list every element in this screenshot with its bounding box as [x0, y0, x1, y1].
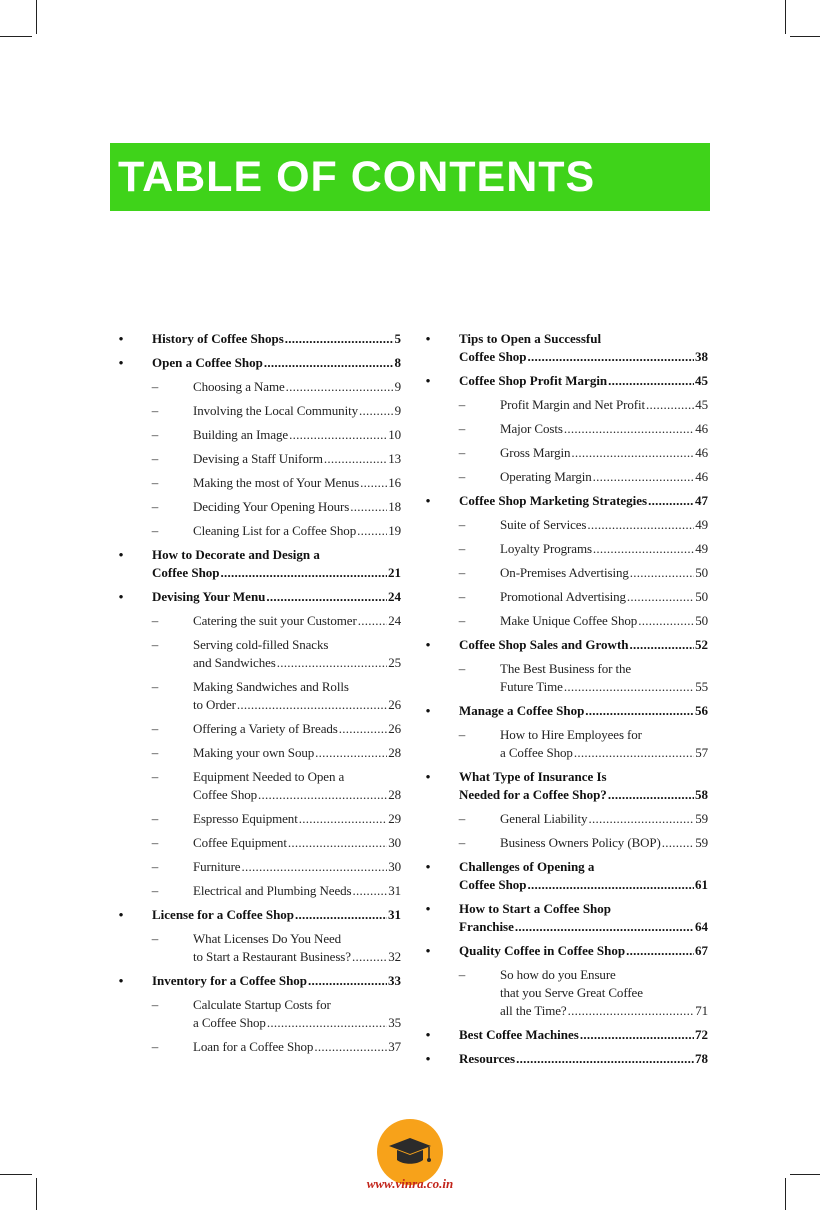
dash-marker: – [151, 613, 159, 628]
page-number: 57 [695, 745, 708, 760]
dash-marker: – [151, 523, 159, 538]
toc-entry-title: Franchise [459, 919, 514, 934]
bullet-marker: • [425, 1051, 431, 1066]
page-number: 45 [695, 373, 708, 388]
page-number: 56 [695, 703, 708, 718]
toc-subentry [420, 468, 708, 486]
dash-marker: – [151, 451, 159, 466]
crop-mark-top-right-v [785, 0, 786, 34]
toc-subentry [113, 402, 401, 420]
dot-leader [568, 1002, 695, 1020]
dot-leader [626, 942, 694, 960]
dot-leader [630, 564, 694, 582]
page-number: 55 [695, 679, 708, 694]
dash-marker: – [151, 427, 159, 442]
bullet-marker: • [118, 331, 124, 346]
dot-leader [285, 330, 394, 348]
toc-entry-title: Promotional Advertising [500, 589, 626, 604]
page-number: 5 [394, 331, 401, 346]
bullet-marker: • [425, 373, 431, 388]
dash-marker: – [458, 565, 466, 580]
dot-leader [528, 348, 694, 366]
toc-entry-title: How to Start a Coffee Shop [459, 901, 612, 916]
page-number: 71 [695, 1003, 708, 1018]
page-number: 30 [388, 835, 401, 850]
page-number: 52 [695, 637, 708, 652]
toc-subentry [113, 612, 401, 630]
dot-leader [315, 744, 387, 762]
toc-subentry [420, 540, 708, 558]
page-number: 28 [388, 787, 401, 802]
toc-entry-title: Inventory for a Coffee Shop [152, 973, 308, 988]
dot-leader [357, 522, 387, 540]
toc-entry [420, 768, 708, 804]
bullet-marker: • [425, 769, 431, 784]
toc-subentry [113, 744, 401, 762]
crop-mark-top-left-v [36, 0, 37, 34]
crop-mark-bottom-left-h [0, 1174, 32, 1175]
bullet-marker: • [118, 973, 124, 988]
dash-marker: – [151, 835, 159, 850]
toc-entry-title: all the Time? [500, 1003, 567, 1018]
page-number: 9 [394, 379, 401, 394]
page-number: 72 [695, 1027, 708, 1042]
toc-subentry [113, 426, 401, 444]
bullet-marker: • [118, 589, 124, 604]
toc-subentry [420, 660, 708, 696]
toc-entry [113, 906, 401, 924]
toc-entry-title: License for a Coffee Shop [152, 907, 295, 922]
dot-leader [588, 810, 694, 828]
toc-entry-title: Devising a Staff Uniform [193, 451, 323, 466]
page-number: 46 [695, 421, 708, 436]
page-number: 10 [388, 427, 401, 442]
toc-entry-title: Resources [459, 1051, 516, 1066]
toc-entry-title: Gross Margin [500, 445, 571, 460]
dash-marker: – [458, 727, 466, 742]
toc-entry-title: that you Serve Great Coffee [500, 985, 643, 1000]
toc-entry-title: to Order [193, 697, 236, 712]
dot-leader [646, 396, 694, 414]
toc-entry-title: General Liability [500, 811, 588, 826]
page-number: 8 [394, 355, 401, 370]
dot-leader [580, 1026, 694, 1044]
dot-leader [515, 918, 694, 936]
dash-marker: – [151, 931, 159, 946]
page-number: 58 [695, 787, 708, 802]
toc-entry-title: Future Time [500, 679, 563, 694]
toc-entry-title: Major Costs [500, 421, 563, 436]
toc-subentry [420, 966, 708, 1020]
toc-entry-title: Coffee Shop Sales and Growth [459, 637, 629, 652]
page-number: 18 [388, 499, 401, 514]
toc-subentry [113, 678, 401, 714]
toc-entry [420, 492, 708, 510]
dot-leader [359, 402, 394, 420]
page-number: 38 [695, 349, 708, 364]
toc-entry-title: Coffee Shop [459, 349, 527, 364]
page-number: 59 [695, 835, 708, 850]
toc-entry-title: Offering a Variety of Breads [193, 721, 338, 736]
page-number: 49 [695, 517, 708, 532]
dash-marker: – [458, 445, 466, 460]
dash-marker: – [458, 661, 466, 676]
toc-entry-title: Loyalty Programs [500, 541, 592, 556]
dash-marker: – [458, 967, 466, 982]
dot-leader [648, 492, 694, 510]
toc-entry-title: Challenges of Opening a [459, 859, 595, 874]
toc-subentry [420, 444, 708, 462]
toc-entry-title: How to Decorate and Design a [152, 547, 320, 562]
dot-leader [608, 372, 694, 390]
page-number: 31 [388, 907, 401, 922]
toc-entry [420, 858, 708, 894]
dash-marker: – [151, 499, 159, 514]
toc-subentry [113, 378, 401, 396]
dot-leader [627, 588, 694, 606]
title-banner [110, 143, 710, 211]
dot-leader [630, 636, 694, 654]
bullet-marker: • [118, 547, 124, 562]
page-number: 61 [695, 877, 708, 892]
dot-leader [358, 612, 387, 630]
toc-entry-title: Deciding Your Opening Hours [193, 499, 350, 514]
toc-entry [113, 546, 401, 582]
crop-mark-top-right-h [790, 36, 820, 37]
toc-entry-title: Calculate Startup Costs for [193, 997, 331, 1012]
page-number: 50 [695, 589, 708, 604]
toc-entry-title: Business Owners Policy (BOP) [500, 835, 661, 850]
toc-entry-title: Devising Your Menu [152, 589, 266, 604]
dash-marker: – [151, 745, 159, 760]
toc-entry [420, 702, 708, 720]
toc-entry-title: On-Premises Advertising [500, 565, 629, 580]
toc-entry-title: Coffee Shop [193, 787, 258, 802]
page-number: 47 [695, 493, 708, 508]
crop-mark-bottom-right-v [785, 1178, 786, 1210]
toc-entry-title: Equipment Needed to Open a [193, 769, 345, 784]
bullet-marker: • [425, 637, 431, 652]
bullet-marker: • [118, 355, 124, 370]
page-number: 25 [388, 655, 401, 670]
dot-leader [593, 540, 694, 558]
toc-subentry [420, 516, 708, 534]
dash-marker: – [151, 859, 159, 874]
dash-marker: – [458, 835, 466, 850]
dash-marker: – [151, 721, 159, 736]
dash-marker: – [458, 421, 466, 436]
dot-leader [528, 876, 694, 894]
dot-leader [314, 1038, 387, 1056]
dot-leader [221, 564, 387, 582]
toc-subentry [420, 834, 708, 852]
dash-marker: – [458, 541, 466, 556]
dash-marker: – [458, 811, 466, 826]
dash-marker: – [151, 679, 159, 694]
dash-marker: – [151, 475, 159, 490]
bullet-marker: • [425, 331, 431, 346]
page-number: 21 [388, 565, 401, 580]
dash-marker: – [151, 637, 159, 652]
toc-entry-title: Making Sandwiches and Rolls [193, 679, 349, 694]
toc-entry-title: Building an Image [193, 427, 289, 442]
page-number: 24 [388, 589, 401, 604]
toc-entry-title: a Coffee Shop [500, 745, 573, 760]
toc-entry-title: Electrical and Plumbing Needs [193, 883, 352, 898]
toc-entry-title: Coffee Shop Marketing Strategies [459, 493, 648, 508]
crop-mark-top-left-h [0, 36, 32, 37]
dash-marker: – [151, 403, 159, 418]
toc-subentry [420, 726, 708, 762]
toc-entry [420, 1026, 708, 1044]
dot-leader [352, 948, 387, 966]
toc-entry-title: Open a Coffee Shop [152, 355, 263, 370]
page-number: 24 [388, 613, 401, 628]
toc-subentry [113, 498, 401, 516]
toc-entry-title: Cleaning List for a Coffee Shop [193, 523, 357, 538]
dot-leader [264, 354, 394, 372]
dot-leader [258, 786, 387, 804]
crop-mark-bottom-right-h [790, 1174, 820, 1175]
dot-leader [350, 498, 387, 516]
toc-entry [420, 942, 708, 960]
toc-entry-title: Making your own Soup [193, 745, 315, 760]
page-number: 32 [388, 949, 401, 964]
dash-marker: – [151, 883, 159, 898]
toc-subentry [113, 930, 401, 966]
toc-entry-title: So how do you Ensure [500, 967, 616, 982]
toc-entry [420, 900, 708, 936]
toc-entry-title: Suite of Services [500, 517, 587, 532]
dot-leader [593, 468, 695, 486]
page-number: 35 [388, 1015, 401, 1030]
dot-leader [288, 834, 387, 852]
dot-leader [662, 834, 694, 852]
toc-entry-title: What Type of Insurance Is [459, 769, 607, 784]
dot-leader [324, 450, 387, 468]
dot-leader [277, 654, 387, 672]
toc-subentry [420, 420, 708, 438]
toc-subentry [113, 996, 401, 1032]
page-number: 67 [695, 943, 708, 958]
dash-marker: – [151, 811, 159, 826]
page-number: 50 [695, 565, 708, 580]
toc-entry [113, 588, 401, 606]
toc-entry [113, 330, 401, 348]
dot-leader [564, 420, 694, 438]
footer-url: www.vinra.co.in [366, 1176, 454, 1191]
page-number: 78 [695, 1051, 708, 1066]
page-number: 28 [388, 745, 401, 760]
toc-right-column [420, 324, 708, 1068]
toc-entry [113, 972, 401, 990]
toc-entry-title: Espresso Equipment [193, 811, 298, 826]
page-number: 64 [695, 919, 708, 934]
dot-leader [267, 1014, 387, 1032]
toc-entry-title: History of Coffee Shops [152, 331, 284, 346]
bullet-marker: • [425, 943, 431, 958]
toc-subentry [420, 612, 708, 630]
toc-entry-title: Choosing a Name [193, 379, 285, 394]
dot-leader [585, 702, 694, 720]
toc-entry-title: Coffee Shop [459, 877, 527, 892]
toc-entry [420, 372, 708, 390]
page-number: 46 [695, 445, 708, 460]
bullet-marker: • [425, 859, 431, 874]
dash-marker: – [151, 1039, 159, 1054]
toc-entry [420, 330, 708, 366]
toc-subentry [113, 810, 401, 828]
toc-entry-title: Coffee Shop Profit Margin [459, 373, 608, 388]
bullet-marker: • [425, 901, 431, 916]
toc-entry-title: The Best Business for the [500, 661, 632, 676]
dot-leader [295, 906, 387, 924]
page-number: 45 [695, 397, 708, 412]
dash-marker: – [458, 517, 466, 532]
dot-leader [308, 972, 387, 990]
toc-subentry [113, 522, 401, 540]
page-number: 50 [695, 613, 708, 628]
toc-entry [420, 636, 708, 654]
page-number: 26 [388, 721, 401, 736]
toc-entry-title: Tips to Open a Successful [459, 331, 602, 346]
toc-entry-title: Manage a Coffee Shop [459, 703, 585, 718]
toc-entry-title: Serving cold-filled Snacks [193, 637, 329, 652]
toc-subentry [113, 450, 401, 468]
toc-entry [420, 1050, 708, 1068]
toc-entry-title: and Sandwiches [193, 655, 276, 670]
toc-subentry [113, 834, 401, 852]
dot-leader [638, 612, 694, 630]
toc-left-column [113, 324, 401, 1056]
toc-entry-title: Coffee Shop [152, 565, 220, 580]
toc-subentry [420, 810, 708, 828]
page-number: 26 [388, 697, 401, 712]
dot-leader [286, 378, 394, 396]
dot-leader [266, 588, 387, 606]
page-title: TABLE OF CONTENTS [118, 153, 596, 201]
toc-subentry [420, 396, 708, 414]
bullet-marker: • [425, 1027, 431, 1042]
toc-entry-title: How to Hire Employees for [500, 727, 642, 742]
toc-entry-title: What Licenses Do You Need [193, 931, 342, 946]
toc-entry-title: Profit Margin and Net Profit [500, 397, 645, 412]
page-number: 13 [388, 451, 401, 466]
page-number: 30 [388, 859, 401, 874]
dot-leader [299, 810, 387, 828]
toc-entry-title: Coffee Equipment [193, 835, 287, 850]
crop-mark-bottom-left-v [36, 1178, 37, 1210]
toc-entry-title: Needed for a Coffee Shop? [459, 787, 607, 802]
dash-marker: – [151, 997, 159, 1012]
toc-subentry [113, 636, 401, 672]
toc-subentry [113, 858, 401, 876]
dot-leader [237, 696, 387, 714]
dot-leader [360, 474, 387, 492]
page-number: 16 [388, 475, 401, 490]
bullet-marker: • [118, 907, 124, 922]
toc-subentry [420, 588, 708, 606]
page-number: 33 [388, 973, 401, 988]
toc-entry-title: Involving the Local Community [193, 403, 358, 418]
toc-entry-title: Furniture [193, 859, 241, 874]
dot-leader [289, 426, 387, 444]
toc-subentry [113, 1038, 401, 1056]
dash-marker: – [151, 379, 159, 394]
dot-leader [352, 882, 387, 900]
toc-entry-title: Best Coffee Machines [459, 1027, 579, 1042]
page-number: 19 [388, 523, 401, 538]
dot-leader [564, 678, 694, 696]
page-number: 29 [388, 811, 401, 826]
dot-leader [241, 858, 387, 876]
toc-subentry [113, 474, 401, 492]
page-number: 9 [394, 403, 401, 418]
toc-subentry [420, 564, 708, 582]
toc-entry-title: Make Unique Coffee Shop [500, 613, 638, 628]
dot-leader [608, 786, 694, 804]
toc-entry-title: Operating Margin [500, 469, 592, 484]
toc-entry-title: Catering the suit your Customer [193, 613, 357, 628]
page-number: 31 [388, 883, 401, 898]
dash-marker: – [151, 769, 159, 784]
page-number: 49 [695, 541, 708, 556]
dash-marker: – [458, 589, 466, 604]
dash-marker: – [458, 397, 466, 412]
toc-entry-title: Loan for a Coffee Shop [193, 1039, 314, 1054]
toc-subentry [113, 720, 401, 738]
bullet-marker: • [425, 703, 431, 718]
toc-entry-title: a Coffee Shop [193, 1015, 266, 1030]
dot-leader [571, 444, 694, 462]
toc-subentry [113, 882, 401, 900]
dash-marker: – [458, 469, 466, 484]
dot-leader [339, 720, 387, 738]
dot-leader [574, 744, 694, 762]
bullet-marker: • [425, 493, 431, 508]
page-number: 37 [388, 1039, 401, 1054]
toc-entry-title: Quality Coffee in Coffee Shop [459, 943, 626, 958]
dot-leader [587, 516, 694, 534]
toc-entry [113, 354, 401, 372]
dash-marker: – [458, 613, 466, 628]
page-number: 59 [695, 811, 708, 826]
page-number: 46 [695, 469, 708, 484]
toc-entry-title: to Start a Restaurant Business? [193, 949, 351, 964]
toc-subentry [113, 768, 401, 804]
dot-leader [516, 1050, 694, 1068]
toc-entry-title: Making the most of Your Menus [193, 475, 360, 490]
